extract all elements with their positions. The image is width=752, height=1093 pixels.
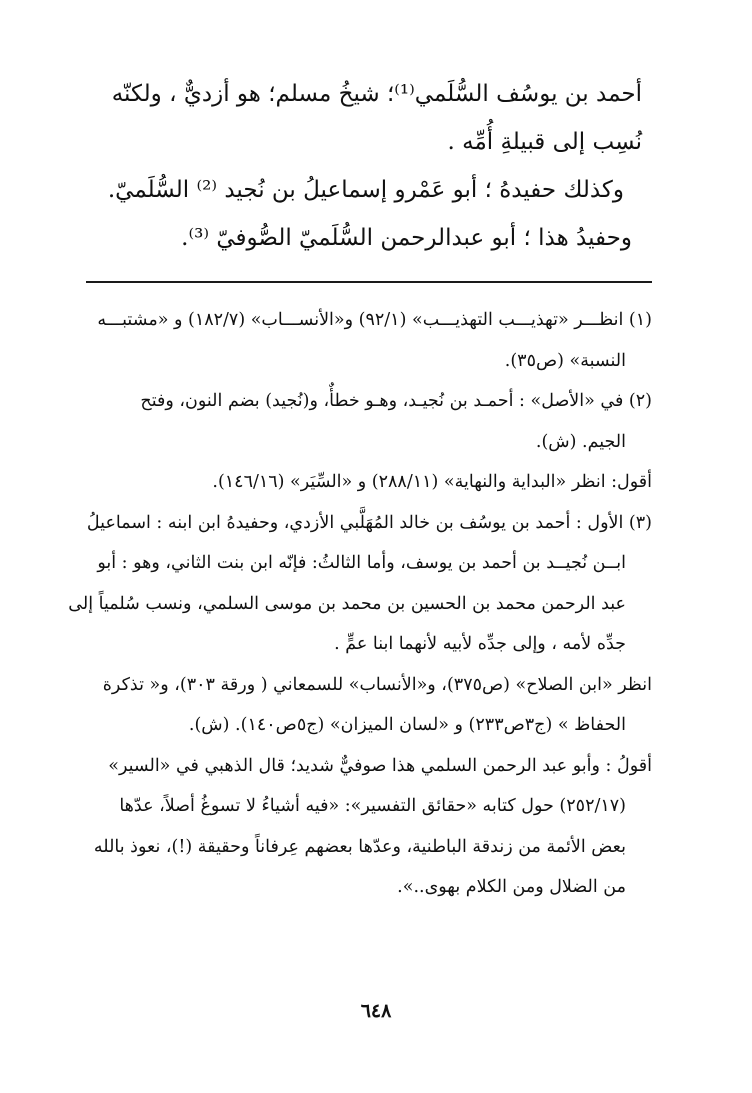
main-line-3: وكذلك حفيدهُ ؛ أبو عَمْرو إسماعيلُ بن نُجيد ⁽²⁾ السُّلَميّ. <box>107 177 624 203</box>
footnote-line: الجيم. (ش). <box>535 431 626 452</box>
footnote-line: بعض الأئمة من زندقة الباطنية، وعدّها بعضهم عِرفاناً وحقيقة (!)، نعوذ بالله <box>93 836 626 857</box>
main-line-1: أحمد بن يوسُف السُّلَمي⁽¹⁾؛ شيخُ مسلم؛ هو أزديٌّ ، ولكنّه <box>111 81 642 107</box>
page-number: ٦٤٨ <box>360 1000 392 1022</box>
footnote-line: النسبة» (ص٣٥). <box>504 350 626 371</box>
footnote-divider <box>86 281 652 283</box>
footnotes <box>68 300 652 908</box>
footnote-line: (٣) الأول : أحمد بن يوسُف بن خالد المُهَلَّبي الأزدي، وحفيدهُ ابن ابنه : اسماعيلُ <box>86 512 652 533</box>
footnote-line: عبد الرحمن محمد بن الحسين بن محمد بن موسى السلمي، ونسب سُلمياً إلى <box>68 593 626 614</box>
footnote-line: (٢٥٢/١٧) حول كتابه «حقائق التفسير»: «فيه أشياءُ لا تسوغُ أصلاً، عدّها <box>119 796 626 816</box>
footnote-line: جدِّه لأمه ، وإلى جدِّه لأبيه لأنهما ابنا عمٍّ . <box>334 634 626 654</box>
footnote-line: انظر «ابن الصلاح» (ص٣٧٥)، و«الأنساب» للسمعاني ( ورقة ٣٠٣)، و« تذكرة <box>102 674 652 695</box>
footnote-line: من الضلال ومن الكلام بهوى..». <box>397 877 626 897</box>
main-text <box>82 70 642 262</box>
main-line-2: نُسِب إلى قبيلةِ أُمِّه . <box>447 129 642 155</box>
footnote-line: (٢) في «الأصل» : أحمـد بن نُجيـد، وهـو خطأٌ، و(نُجيد) بضم النون، وفتح <box>140 391 652 411</box>
footnote-line: أقول: انظر «البداية والنهاية» (٢٨٨/١١) و «السِّيَر» (١٤٦/١٦). <box>212 472 652 492</box>
footnote-line: الحفاظ » (ج٣ص٢٣٣) و «لسان الميزان» (ج٥ص١٤٠). (ش). <box>188 715 626 735</box>
footnote-line: ابــن نُجيــد بن أحمد بن يوسف، وأما الثالثُ: فإنّه ابن بنت الثاني، وهو : أبو <box>97 553 626 573</box>
main-line-4: وحفيدُ هذا ؛ أبو عبدالرحمن السُّلَميّ الصُّوفيّ ⁽³⁾. <box>181 225 632 251</box>
footnote-line: (١) انظـــر «تهذيـــب التهذيـــب» (٩٢/١) و«الأنســـاب» (١٨٢/٧) و «مشتبـــه <box>97 310 652 330</box>
footnote-line: أقولُ : وأبو عبد الرحمن السلمي هذا صوفيٌّ شديد؛ قال الذهبي في «السير» <box>108 755 652 776</box>
